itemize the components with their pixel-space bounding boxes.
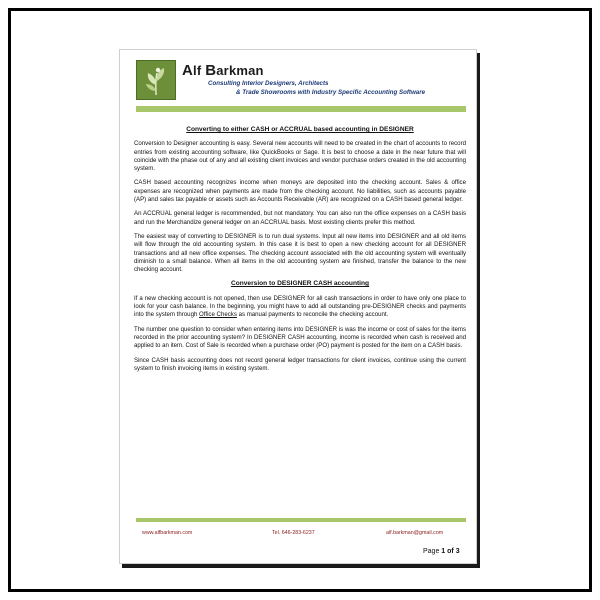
office-checks-link[interactable]: Office Checks	[199, 311, 237, 319]
tagline-line-2: & Trade Showrooms with Industry Specific Accounting Software	[236, 89, 426, 96]
paragraph-checking-account	[134, 295, 466, 320]
footer-phone: Tel. 646-283-6237	[272, 530, 315, 536]
footer-website: www.alfbarkman.com	[142, 530, 193, 536]
section-heading-conversion: Converting to either CASH or ACCRUAL based accounting in DESIGNER	[186, 126, 414, 133]
paragraph-dual-systems: The easiest way of converting to DESIGNER is to run dual systems. Input all new items into DESIGNER and all old items will flow through the old accounting system. In this case it is best to open a new checking account for all DESIGNER transactions and all new office expenses. The checking account associated with the old accounting system will eventually diminish to a small balance. When all items in the old accounting system are finished, transfer the balance to the new checking account.	[134, 232, 466, 274]
paragraph-checking-text-a: If a new checking account is not opened, then use DESIGNER for all cash transactions in order to have only one place to look for your cash balance. In the beginning, you might have to add all outstanding pre-DESIGNER checks and payments into the system through	[134, 294, 466, 319]
brand-last-name: arkman	[216, 63, 264, 78]
paragraph-accrual: An ACCRUAL general ledger is recommended, but not mandatory. You can also run the office expenses on a CASH basis and run the Merchandize general ledger on an ACCRUAL basis. Most existing clients prefer this method.	[134, 210, 466, 226]
header-divider-bar	[136, 106, 466, 112]
paragraph-question: The number one question to consider when entering items into DESIGNER is was the income or cost of sales for the items recorded in the prior accounting system? In DESIGNER CASH accounting, income is recorded when cash is received and applied to an item. Cost of Sale is recorded when a purchase order (PO) payment is posted for the item on a CASH basis.	[134, 325, 466, 350]
paragraph-checking-text-b: as manual payments to reconcile the checking account.	[236, 311, 389, 319]
image-frame	[8, 8, 592, 592]
page-total: 3	[455, 548, 460, 555]
brand-initial-b: B	[205, 62, 217, 79]
page-number	[423, 548, 460, 555]
page-of: of	[445, 548, 456, 555]
plant-logo-icon	[136, 60, 176, 100]
footer-divider-bar	[136, 518, 466, 522]
paragraph-intro: Conversion to Designer accounting is easy. Several new accounts will need to be created in the chart of accounts to record entries from existing accounting software, like QuickBooks or Sage. It is best to choose a date in the near future that will coincide with the phase out of any and all existing client invoices and vendor purchase orders created in the old accounting system.	[134, 140, 466, 173]
brand-initial-a: A	[182, 62, 194, 79]
footer-email: alf.barkman@gmail.com	[386, 530, 444, 536]
paragraph-cash-basis: CASH based accounting recognizes income when moneys are deposited into the checking account. Sales & office expenses are recognized when payments are made from the checking account. No liabilities, such as accounts payable (AP) and sales tax payable or assets such as Accounts Receivable (AR) are recognized on a CASH based general ledger.	[134, 179, 466, 204]
document-body	[134, 126, 466, 379]
page-current: 1	[441, 548, 446, 555]
brand-first-name: lf	[193, 63, 206, 78]
page-label: Page	[423, 548, 442, 555]
section-heading-cash-accounting: Conversion to DESIGNER CASH accounting	[230, 280, 370, 288]
brand-name	[182, 62, 264, 79]
document-page	[119, 49, 477, 564]
paragraph-invoicing: Since CASH basis accounting does not record general ledger transactions for client invoices, continue using the current system to finish invoicing items in existing system.	[134, 356, 466, 372]
tagline-line-1: Consulting Interior Designers, Architects	[208, 80, 329, 87]
